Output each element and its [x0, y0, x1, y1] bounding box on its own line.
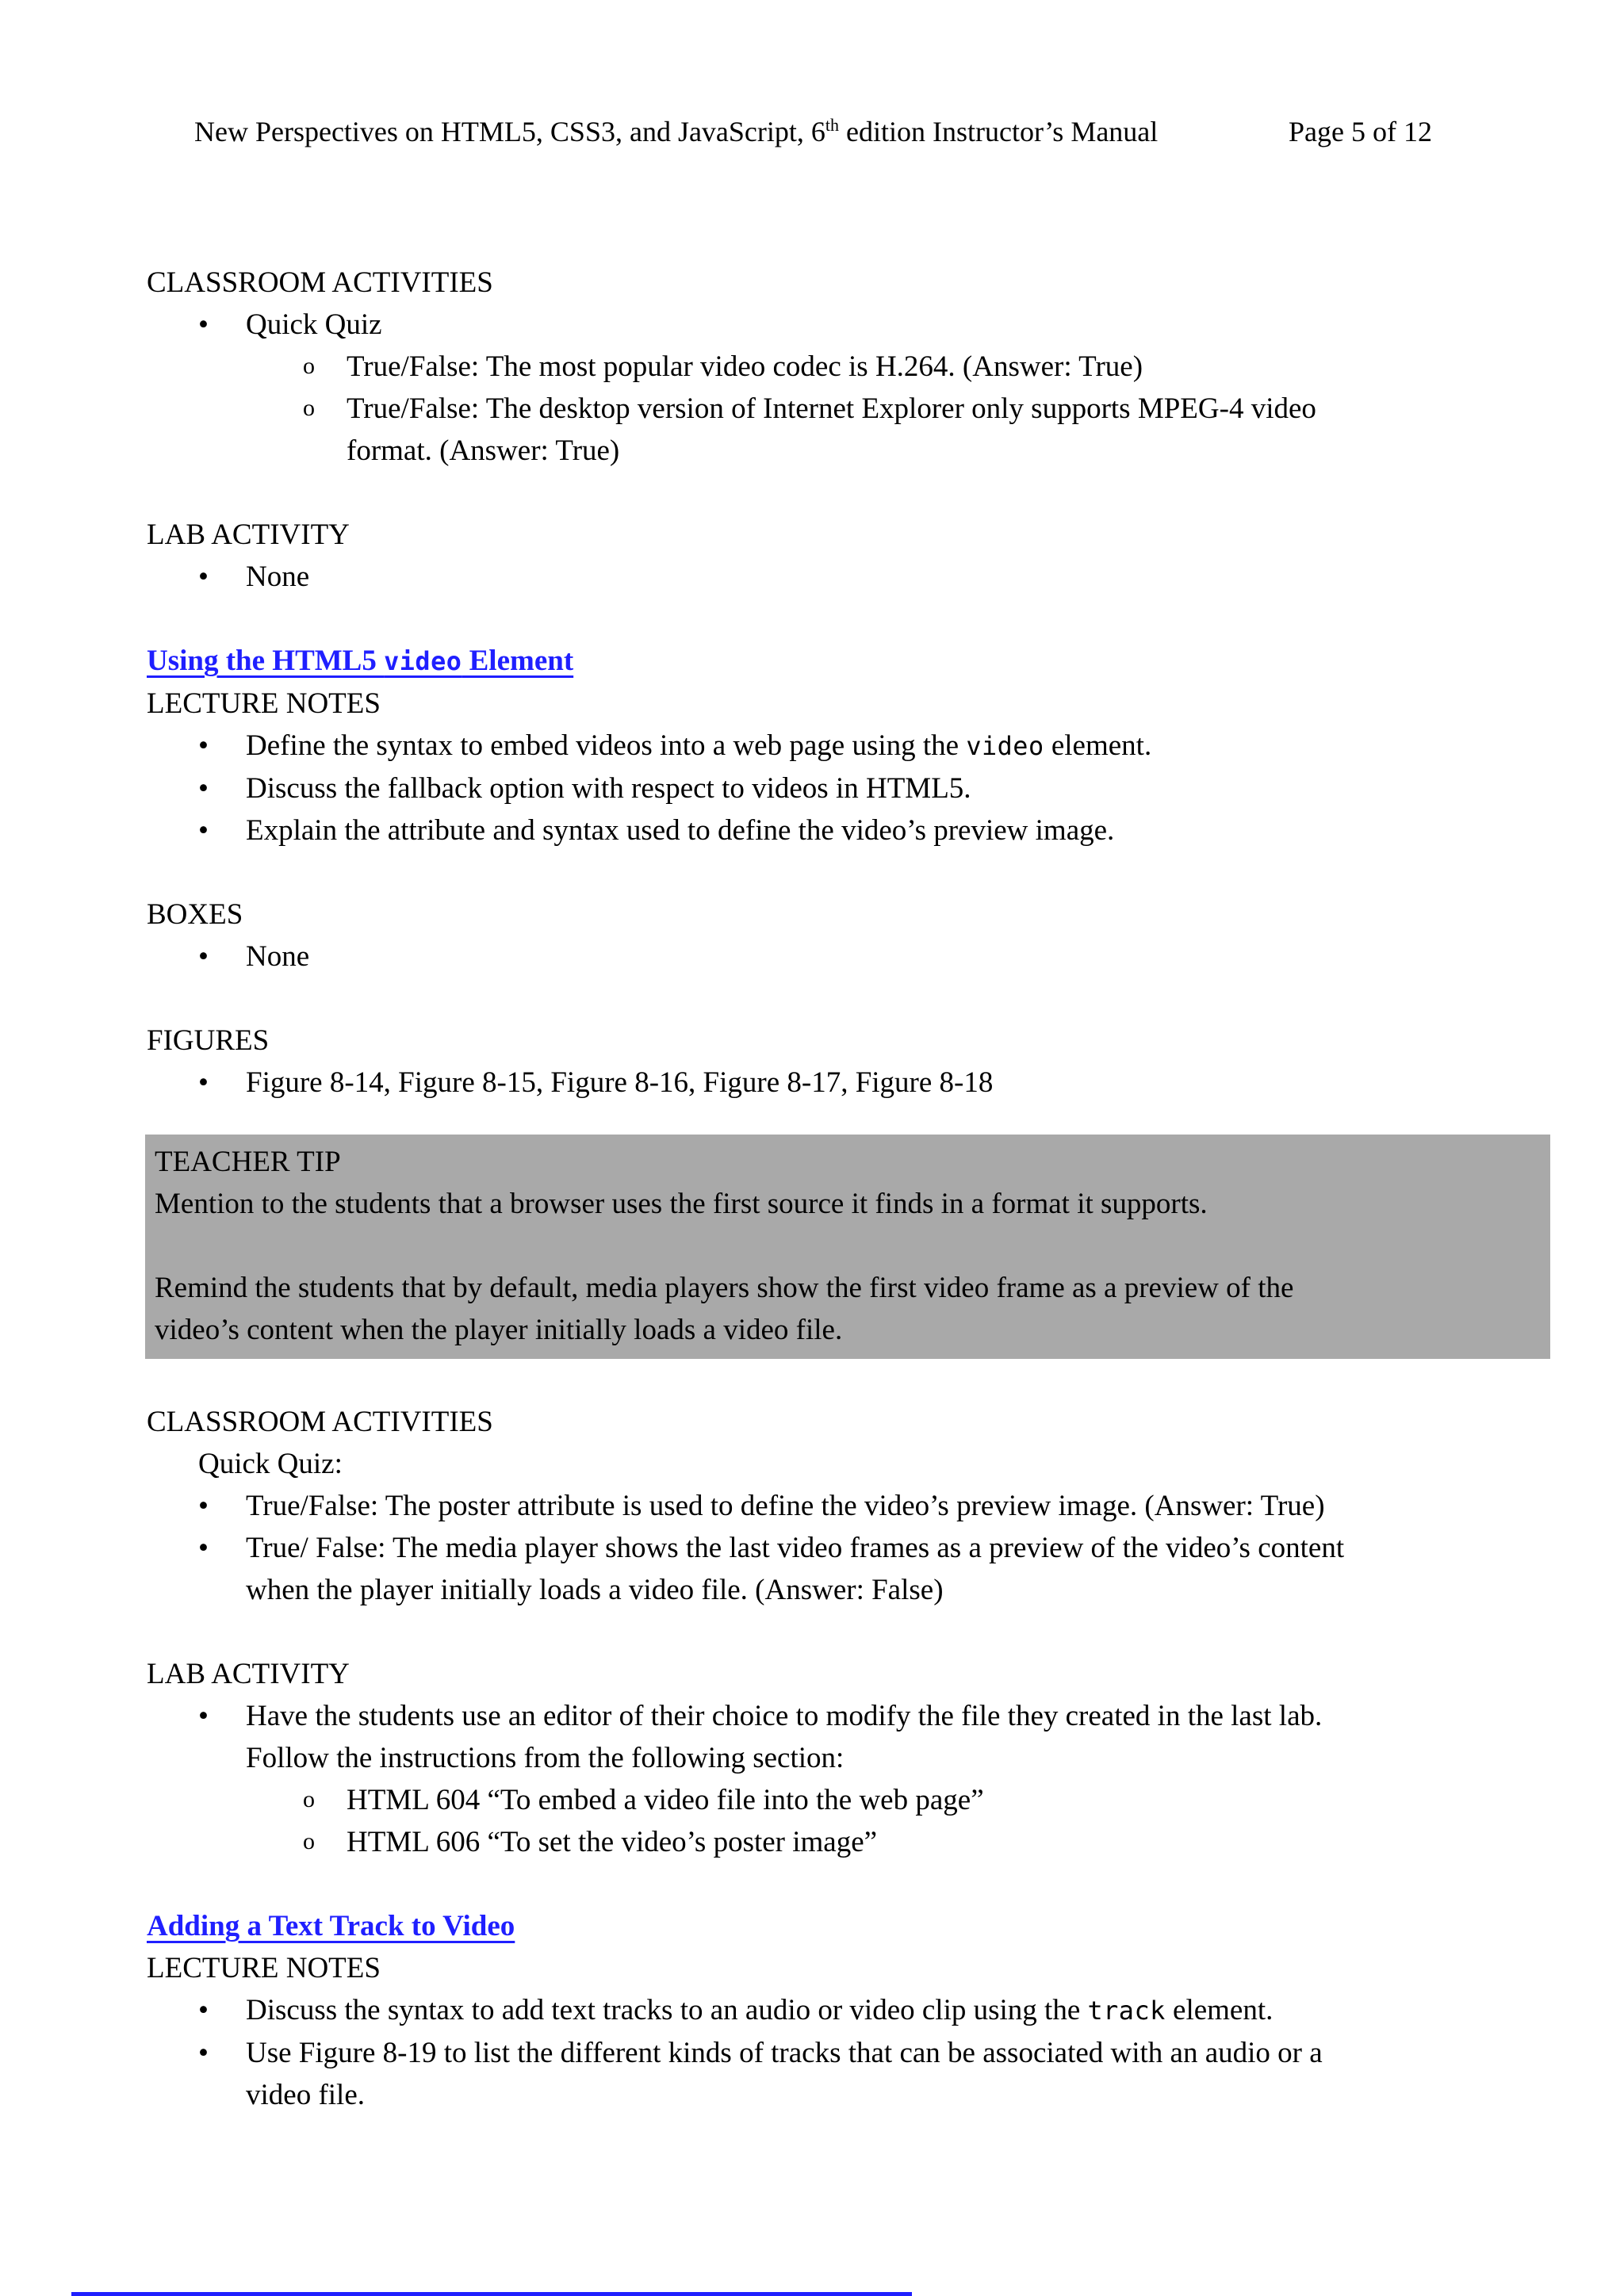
- list-item-discuss-track-syntax: [147, 1989, 1483, 2032]
- code-word-video: video: [966, 731, 1044, 761]
- list-item-define-syntax: [147, 725, 1483, 767]
- list-item-quiz-question-2: [147, 388, 1483, 472]
- teacher-tip-paragraph-2-line-2: video’s content when the player initially loads a video file.: [155, 1314, 843, 1346]
- lab-instructions-line-1: • Have the students use an editor of their choice to modify the file they created in the last lab.: [246, 1700, 1323, 1732]
- section-title-row: [147, 640, 1483, 683]
- page-number: Page 5 of 12: [1289, 116, 1432, 147]
- teacher-tip-box: [145, 1135, 1550, 1359]
- lecture-note-text: element.: [1165, 1994, 1274, 2026]
- lecture-note-text: Define the syntax to embed videos into a web page using the: [246, 729, 967, 762]
- bullet-list: [147, 304, 1483, 346]
- document-body: [147, 262, 1483, 2116]
- sub-bullet-list: [147, 346, 1483, 472]
- figure-8-19-line-2: video file.: [246, 2079, 366, 2111]
- quiz-question-line-2: when the player initially loads a video file. (Answer: False): [246, 1574, 944, 1606]
- section-link-using-html5-video-element[interactable]: [147, 645, 573, 677]
- link-text: Using the HTML5: [147, 645, 385, 677]
- header-title-rest: edition Instructor’s Manual: [839, 116, 1159, 147]
- list-item-quiz-question-poster: • True/False: The poster attribute is used to define the video’s preview image. (Answer: True): [147, 1485, 1483, 1527]
- section-heading-lab-activity-1: LAB ACTIVITY: [147, 519, 350, 551]
- section-heading-lab-activity-2: LAB ACTIVITY: [147, 1658, 350, 1690]
- teacher-tip-paragraph-1: Mention to the students that a browser uses the first source it finds in a format it supports.: [155, 1188, 1208, 1220]
- list-item-none: • None: [147, 936, 1483, 978]
- quiz-question-line-1: • True/ False: The media player shows the last video frames as a preview of the video’s content: [246, 1532, 1345, 1564]
- section-link-adding-text-track[interactable]: Adding a Text Track to Video: [147, 1910, 515, 1942]
- header-title-superscript: th: [825, 115, 840, 135]
- section-heading-lecture-notes-1: LECTURE NOTES: [147, 687, 381, 720]
- list-item-quick-quiz: • Quick Quiz: [147, 304, 1483, 346]
- bullet-list: [147, 936, 1483, 978]
- link-text: Element: [462, 645, 574, 677]
- bullet-list: [147, 725, 1483, 851]
- header-title: [194, 113, 1158, 151]
- bullet-list: [147, 556, 1483, 598]
- list-item-html-604: o HTML 604 “To embed a video file into the web page”: [147, 1779, 1483, 1821]
- list-item-discuss-fallback: • Discuss the fallback option with respect to videos in HTML5.: [147, 767, 1483, 809]
- section-heading-figures: FIGURES: [147, 1024, 270, 1057]
- section-heading-boxes: BOXES: [147, 898, 243, 931]
- teacher-tip-heading: TEACHER TIP: [155, 1146, 341, 1178]
- bullet-list: [147, 1062, 1483, 1104]
- sub-bullet-list: [147, 1779, 1483, 1863]
- page-header: [194, 113, 1481, 151]
- bullet-list: [147, 1989, 1483, 2116]
- list-item-none: • None: [147, 556, 1483, 598]
- section-title-row: [147, 1905, 1483, 1947]
- bullet-list: [147, 1485, 1483, 1611]
- next-page-heading-cutoff: [71, 2292, 912, 2296]
- section-heading-classroom-activities-1: CLASSROOM ACTIVITIES: [147, 266, 493, 299]
- quiz-question-2-line-2: format. (Answer: True): [347, 434, 620, 467]
- list-item-use-figure-8-19: [147, 2032, 1483, 2116]
- code-word-video: video: [384, 646, 462, 676]
- list-item-explain-attribute: • Explain the attribute and syntax used to define the video’s preview image.: [147, 809, 1483, 851]
- lab-instructions-line-2: Follow the instructions from the following section:: [246, 1742, 845, 1774]
- header-title-text: New Perspectives on HTML5, CSS3, and JavaScript, 6: [194, 116, 825, 147]
- lecture-note-text: Discuss the syntax to add text tracks to an audio or video clip using the: [246, 1994, 1088, 2026]
- section-heading-lecture-notes-2: LECTURE NOTES: [147, 1952, 381, 1984]
- list-item-quiz-question-last-frames: [147, 1527, 1483, 1611]
- quiz-question-2-line-1: o True/False: The desktop version of Internet Explorer only supports MPEG-4 video: [347, 392, 1316, 425]
- bullet-list: [147, 1695, 1483, 1779]
- lecture-note-text: element.: [1044, 729, 1152, 762]
- figure-8-19-line-1: • Use Figure 8-19 to list the different kinds of tracks that can be associated with an audio or a: [246, 2037, 1323, 2069]
- list-item-quiz-question-1: o True/False: The most popular video codec is H.264. (Answer: True): [147, 346, 1483, 388]
- teacher-tip-paragraph-2-line-1: Remind the students that by default, media players show the first video frame as a preview of the: [155, 1272, 1294, 1304]
- teacher-tip-paragraph-2: [155, 1267, 1534, 1351]
- section-heading-classroom-activities-2: CLASSROOM ACTIVITIES: [147, 1406, 493, 1438]
- list-item-figure-references: • Figure 8-14, Figure 8-15, Figure 8-16, Figure 8-17, Figure 8-18: [147, 1062, 1483, 1104]
- list-item-lab-instructions: [147, 1695, 1483, 1779]
- quick-quiz-subheading: Quick Quiz:: [198, 1448, 343, 1480]
- code-word-track: track: [1087, 1996, 1166, 2026]
- list-item-html-606: o HTML 606 “To set the video’s poster image”: [147, 1821, 1483, 1863]
